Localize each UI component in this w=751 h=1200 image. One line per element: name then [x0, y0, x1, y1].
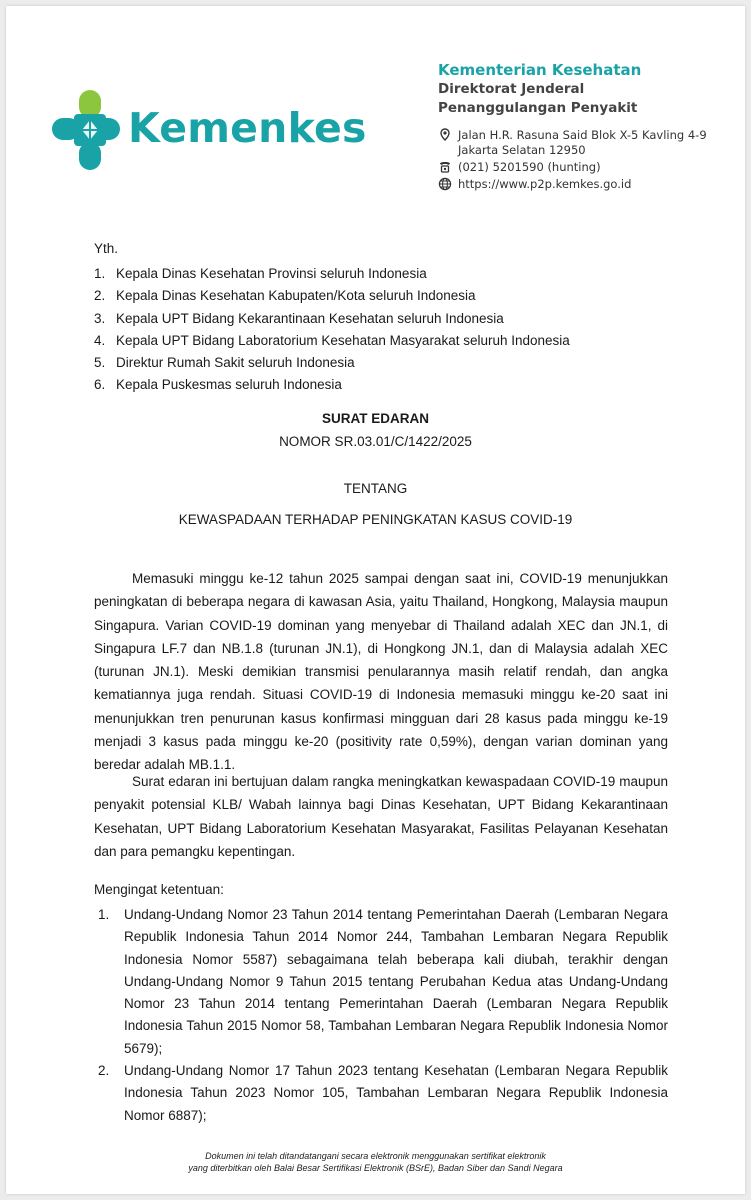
phone-row: [438, 160, 738, 175]
body-paragraph-2: Surat edaran ini bertujuan dalam rangka meningkatkan kewaspadaan COVID-19 maupun penyakit potensial KLB/ Wabah lainnya bagi Dinas Kesehatan, UPT Bidang Kekarantinaan Kesehatan, UPT Bidang Laboratorium Kesehatan Masyarakat, Fasilitas Pelayanan Kesehatan dan para pemangku kepentingan.: [94, 774, 668, 859]
phone-number: (021) 5201590 (hunting): [458, 160, 601, 174]
list-item: 1. Kepala Dinas Kesehatan Provinsi seluruh Indonesia: [94, 266, 427, 281]
list-item: 4. Kepala UPT Bidang Laboratorium Kesehatan Masyarakat seluruh Indonesia: [94, 332, 570, 348]
list-item: 6. Kepala Puskesmas seluruh Indonesia: [94, 377, 342, 393]
provisions-label: Mengingat ketentuan:: [94, 882, 224, 897]
footer-note-line1: Dokumen ini telah ditandatangani secara elektronik menggunakan sertifikat elektronik: [205, 1151, 546, 1161]
list-item: 2. Undang-Undang Nomor 17 Tahun 2023 tentang Kesehatan (Lembaran Negara Republik Indonesia Tahun 2023 Nomor 105, Tambahan Lembaran Negara Republik Indonesia Nomor 6887);: [98, 1063, 668, 1123]
provisions-list: [94, 904, 668, 1127]
kemenkes-logo-icon: [52, 90, 120, 170]
globe-icon: [438, 177, 452, 191]
letterhead-contact: [438, 60, 738, 192]
recipients-list: [94, 263, 570, 397]
list-item: 5. Direktur Rumah Sakit seluruh Indonesia: [94, 355, 355, 371]
address-line1: Jalan H.R. Rasuna Said Blok X-5 Kavling 4-9: [458, 128, 707, 142]
list-item: 3. Kepala UPT Bidang Kekarantinaan Kesehatan seluruh Indonesia: [94, 310, 504, 326]
directorate-line2: Penanggulangan Penyakit: [438, 100, 638, 116]
location-pin-icon: [438, 128, 452, 142]
letter-heading: SURAT EDARAN: [322, 411, 429, 426]
footer-note-line2: yang diterbitkan oleh Balai Besar Sertifikasi Elektronik (BSrE), Badan Siber dan Sandi Negara: [188, 1163, 563, 1173]
about-label: TENTANG: [343, 481, 408, 496]
address-row: [438, 128, 738, 143]
recipients-label: Yth.: [94, 241, 119, 256]
directorate-line1: Direktorat Jenderal: [438, 81, 585, 97]
letter-subject: KEWASPADAAN TERHADAP PENINGKATAN KASUS COVID-19: [178, 512, 573, 527]
body-paragraph-1: Memasuki minggu ke-12 tahun 2025 sampai dengan saat ini, COVID-19 menunjukkan peningkatan di beberapa negara di kawasan Asia, yaitu Thailand, Hongkong, Malaysia maupun Singapura. Varian COVID-19 dominan yang menyebar di Thailand adalah XEC dan JN.1, di Singapura LF.7 dan NB.1.8 (turunan JN.1), di Hongkong JN.1, dan di Malaysia adalah XEC (turunan JN.1). Meski demikian transmisi penularannya masih relatif rendah, dan angka kematiannya juga rendah. Situasi COVID-19 di Indonesia memasuki minggu ke-20 saat ini menunjukkan tren penurunan kasus konfirmasi mingguan dari 28 kasus pada minggu ke-19 menjadi 3 kasus pada minggu ke-20 (positivity rate 0,59%), dengan varian dominan yang beredar adalah MB.1.1.: [94, 571, 668, 773]
document-page: [6, 6, 745, 1194]
phone-icon: [438, 160, 452, 174]
ministry-name: Kementerian Kesehatan: [438, 61, 642, 79]
address-line2: Jakarta Selatan 12950: [458, 143, 586, 157]
logo-wordmark: Kemenkes: [128, 104, 367, 152]
website-row: [438, 177, 738, 192]
letter-number: NOMOR SR.03.01/C/1422/2025: [279, 434, 472, 449]
list-item: 2. Kepala Dinas Kesehatan Kabupaten/Kota seluruh Indonesia: [94, 288, 476, 304]
list-item: 1. Undang-Undang Nomor 23 Tahun 2014 tentang Pemerintahan Daerah (Lembaran Negara Republik Indonesia Tahun 2014 Nomor 244, Tambahan Lembaran Negara Republik Indonesia Nomor 5587) sebagaimana telah beberapa kali diubah, terakhir dengan Undang-Undang Nomor 9 Tahun 2015 tentang Perubahan Kedua atas Undang-Undang Nomor 23 Tahun 2014 tentang Pemerintahan Daerah (Lembaran Negara Republik Indonesia Tahun 2015 Nomor 58, Tambahan Lembaran Negara Republik Indonesia Nomor 5679);: [98, 907, 668, 1056]
website-link[interactable]: https://www.p2p.kemkes.go.id: [458, 177, 632, 191]
